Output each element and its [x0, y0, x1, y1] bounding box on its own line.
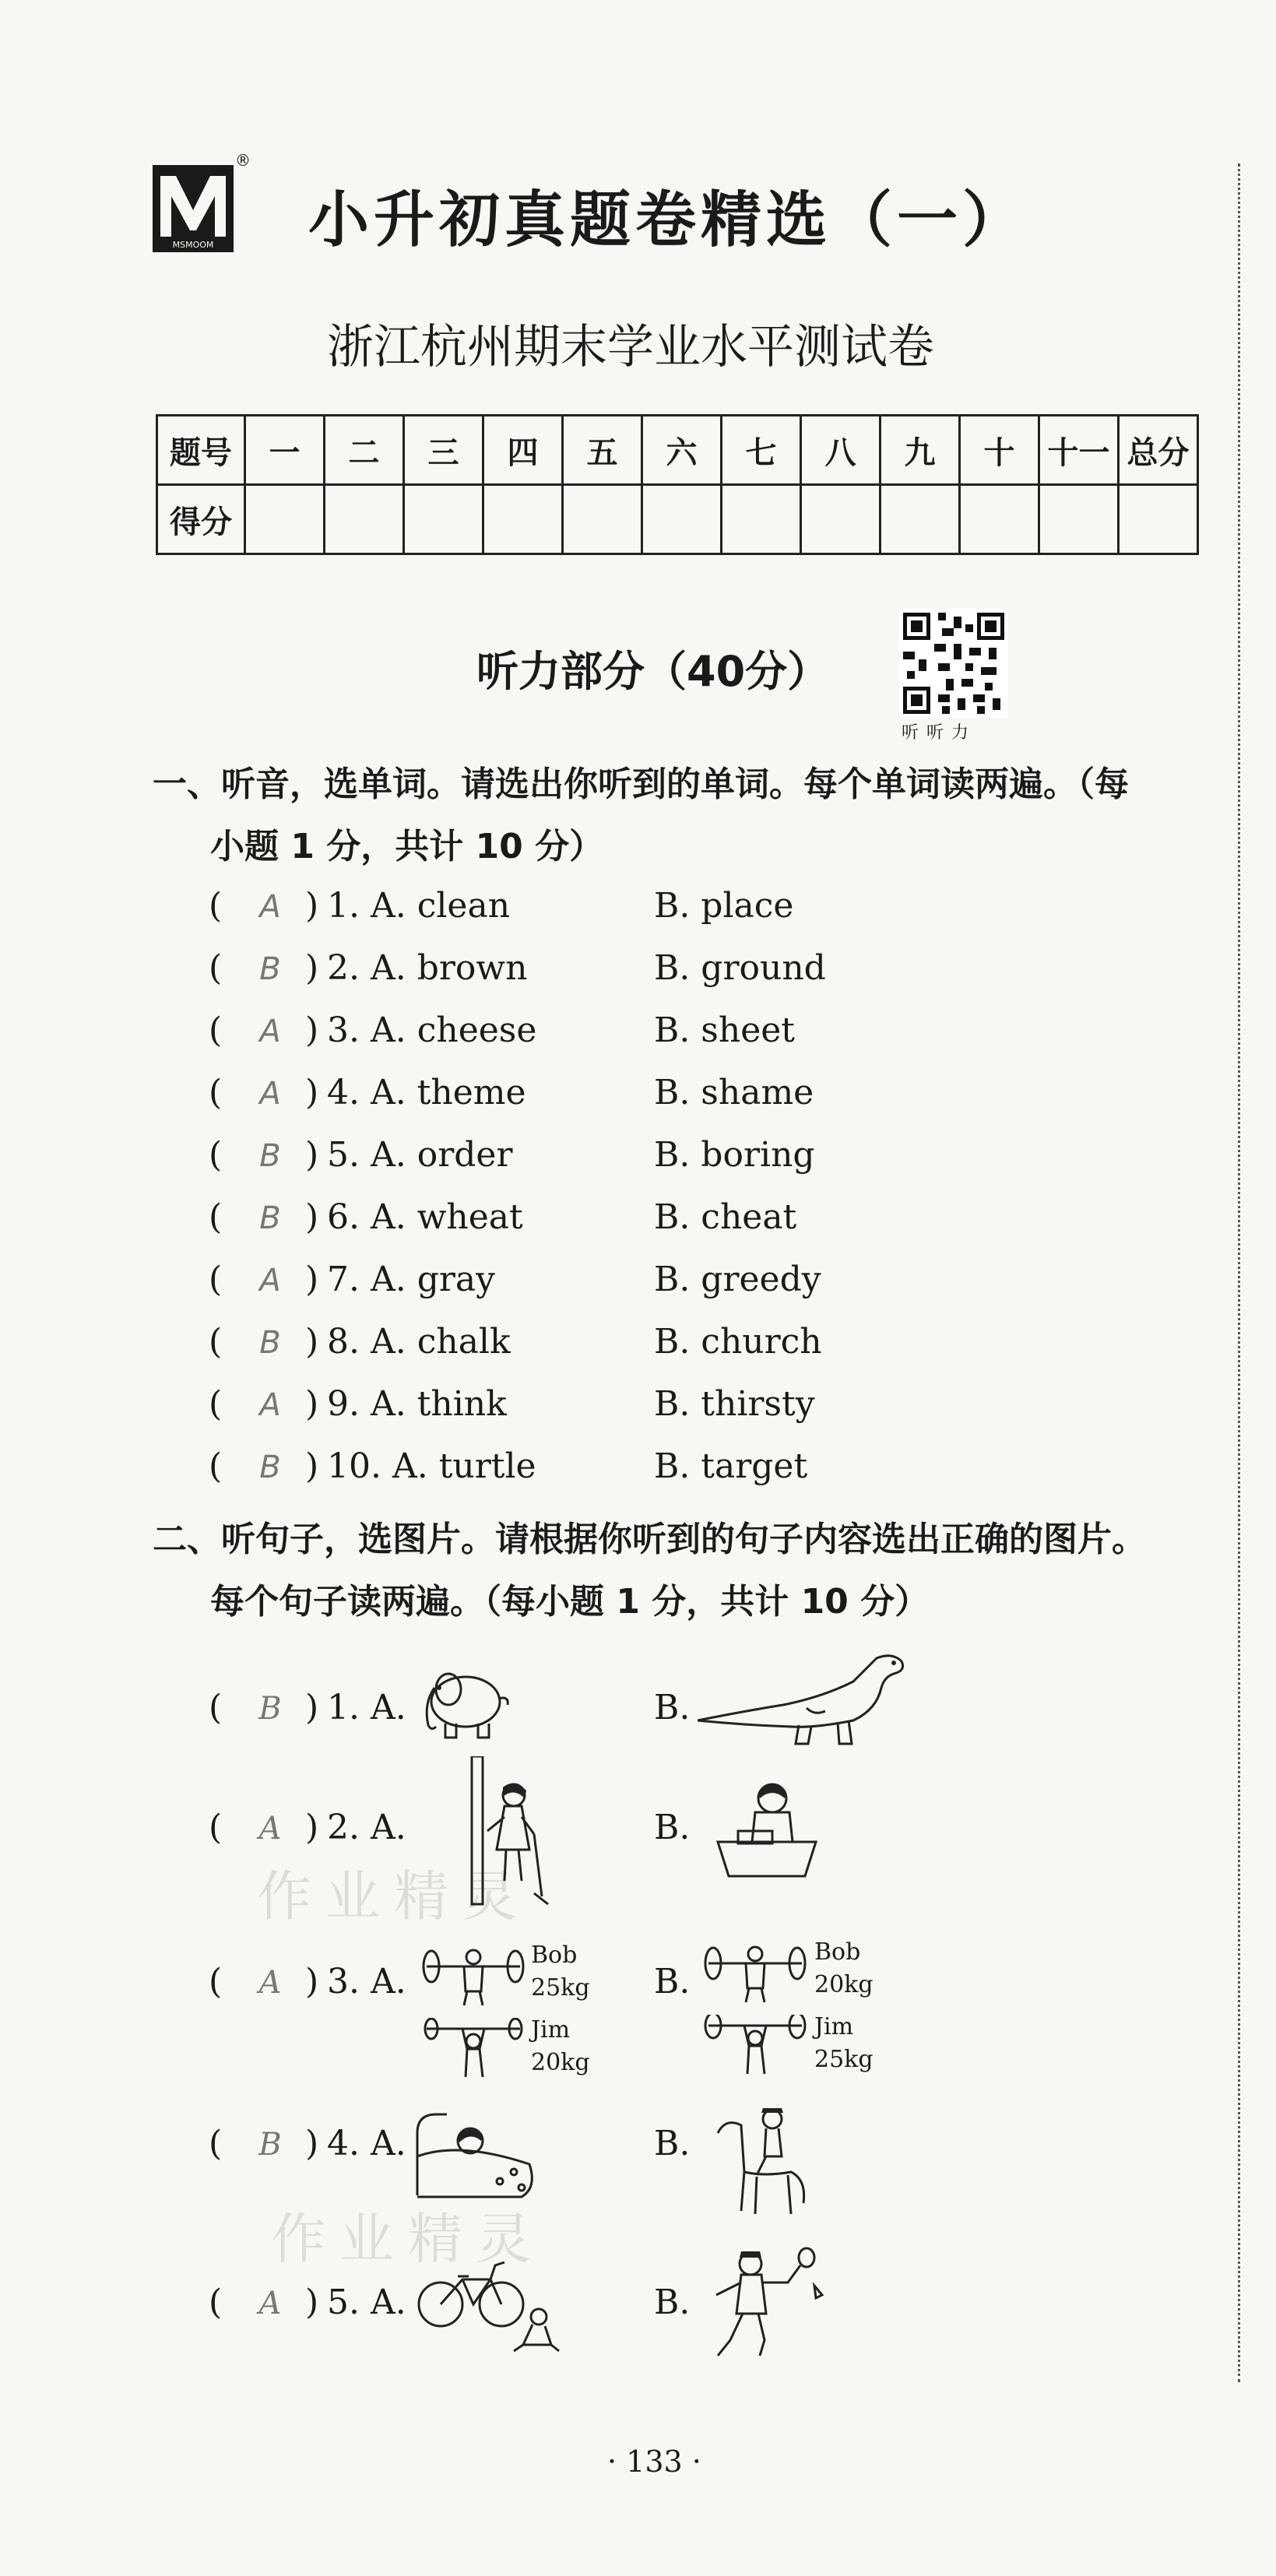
score-blank[interactable]	[1039, 485, 1119, 554]
score-cell: 十	[960, 416, 1039, 485]
option-a-label: 4. A.	[327, 2124, 406, 2163]
weightlifter-jim-a-picture[interactable]	[419, 2018, 528, 2080]
score-cell: 八	[801, 416, 881, 485]
answer-mark[interactable]: A	[259, 1387, 281, 1423]
bob-weight: 25kg	[531, 1974, 590, 2001]
score-blank[interactable]	[801, 485, 881, 554]
score-blank[interactable]	[642, 485, 722, 554]
score-cell: 总分	[1119, 416, 1198, 485]
option-b: B. church	[654, 1322, 822, 1362]
option-a: 10. A. turtle	[327, 1446, 536, 1486]
dinosaur-picture[interactable]	[698, 1650, 923, 1752]
option-b: B. place	[654, 886, 794, 926]
score-label: 得分	[157, 485, 245, 554]
option-b: B. shame	[654, 1073, 814, 1112]
option-a: 6. A. wheat	[327, 1197, 523, 1237]
section2-instruction-line2: 每个句子读两遍。（每小题 1 分，共计 10 分）	[210, 1582, 930, 1622]
option-b-label: B.	[654, 1808, 691, 1847]
option-a: 2. A. brown	[327, 948, 528, 988]
score-header-row	[157, 416, 1198, 485]
boy-at-desk-picture[interactable]	[708, 1775, 825, 1892]
option-a-label: 2. A.	[327, 1808, 406, 1847]
answer-mark[interactable]: A	[259, 1263, 281, 1299]
answer-mark[interactable]: B	[258, 2127, 282, 2163]
score-blank[interactable]	[245, 485, 325, 554]
answer-mark[interactable]: B	[259, 1200, 281, 1236]
score-blank[interactable]	[881, 485, 960, 554]
weightlifter-bob-b-picture[interactable]	[701, 1942, 810, 2004]
section1-instruction-line1: 一、听音，选单词。请选出你听到的单词。每个单词读两遍。（每	[153, 764, 1129, 804]
option-a: 8. A. chalk	[327, 1322, 511, 1362]
score-blank[interactable]	[404, 485, 483, 554]
answer-mark[interactable]: B	[259, 1325, 281, 1361]
option-b: B. thirsty	[654, 1384, 815, 1424]
option-a-label: 3. A.	[327, 1962, 406, 2001]
score-cell: 六	[642, 416, 722, 485]
option-a: 1. A. clean	[327, 886, 511, 926]
option-b: B. cheat	[654, 1197, 797, 1237]
qr-label: 听听力	[902, 723, 977, 743]
listening-title: 听力部分（40分）	[476, 647, 830, 696]
jim-label: Jim	[814, 2013, 854, 2040]
option-b: B. boring	[654, 1135, 815, 1175]
score-blank[interactable]	[325, 485, 404, 554]
score-cell: 十一	[1039, 416, 1119, 485]
bob-label: Bob	[531, 1942, 578, 1969]
score-cell: 题号	[157, 416, 245, 485]
option-a: 5. A. order	[327, 1135, 513, 1175]
sub-title: 浙江杭州期末学业水平测试卷	[327, 320, 934, 374]
qr-code-icon[interactable]	[899, 609, 1008, 718]
option-a-label: 5. A.	[327, 2283, 406, 2322]
answer-mark[interactable]: B	[259, 1138, 281, 1174]
jim-label: Jim	[531, 2016, 571, 2044]
score-cell: 九	[881, 416, 960, 485]
score-blank[interactable]	[563, 485, 642, 554]
logo-text: MSMOOM	[172, 240, 214, 250]
section2-instruction-line1: 二、听句子，选图片。请根据你听到的句子内容选出正确的图片。	[153, 1520, 1146, 1559]
option-b: B. sheet	[654, 1010, 795, 1050]
section1-instruction-line2: 小题 1 分，共计 10 分）	[210, 827, 604, 866]
answer-mark[interactable]: A	[258, 2286, 282, 2321]
option-a-label: 1. A.	[327, 1688, 406, 1727]
bob-weight: 20kg	[814, 1971, 874, 1998]
score-blank[interactable]	[722, 485, 801, 554]
score-cell: 七	[722, 416, 801, 485]
option-b-label: B.	[654, 2124, 691, 2163]
answer-mark[interactable]: B	[258, 1691, 282, 1727]
girl-sweeping-picture[interactable]	[467, 1756, 553, 1912]
watermark: 作业精灵	[271, 2207, 545, 2271]
child-sleeping-picture[interactable]	[413, 2110, 537, 2203]
boy-riding-horse-picture[interactable]	[710, 2102, 819, 2219]
publisher-logo	[153, 165, 234, 252]
badminton-player-picture[interactable]	[707, 2247, 831, 2363]
option-b-label: B.	[654, 2283, 691, 2322]
main-title: 小升初真题卷精选（一）	[308, 185, 1028, 255]
score-cell: 四	[483, 416, 563, 485]
bicycle-fall-picture[interactable]	[414, 2245, 562, 2354]
jim-weight: 20kg	[531, 2049, 590, 2076]
option-a: 4. A. theme	[327, 1073, 526, 1112]
answer-mark[interactable]: A	[258, 1965, 282, 2001]
score-cell: 三	[404, 416, 483, 485]
score-blank[interactable]	[483, 485, 563, 554]
answer-mark[interactable]: A	[259, 889, 281, 925]
bob-label: Bob	[814, 1938, 861, 1966]
answer-mark[interactable]: A	[259, 1014, 281, 1049]
option-b: B. greedy	[654, 1260, 821, 1299]
elephant-picture[interactable]	[417, 1657, 518, 1742]
answer-mark[interactable]: A	[259, 1076, 281, 1112]
option-b-label: B.	[654, 1962, 691, 2001]
registered-mark: ®	[235, 151, 251, 170]
answer-mark[interactable]: B	[259, 951, 281, 987]
watermark: 作业精灵	[257, 1864, 531, 1928]
option-a: 7. A. gray	[327, 1260, 496, 1299]
jim-weight: 25kg	[814, 2046, 874, 2073]
score-blank[interactable]	[960, 485, 1039, 554]
score-cell: 二	[325, 416, 404, 485]
option-a: 3. A. cheese	[327, 1010, 537, 1050]
score-blank[interactable]	[1119, 485, 1198, 554]
weightlifter-bob-a-picture[interactable]	[419, 1945, 528, 2007]
score-cell: 一	[245, 416, 325, 485]
page-number: · 133 ·	[607, 2444, 701, 2479]
score-value-row	[157, 485, 1198, 554]
option-b-label: B.	[654, 1688, 691, 1727]
option-a: 9. A. think	[327, 1384, 507, 1424]
option-b: B. ground	[654, 948, 826, 988]
answer-mark[interactable]: A	[258, 1811, 282, 1847]
score-table	[156, 414, 1199, 555]
weightlifter-jim-b-picture[interactable]	[701, 2015, 810, 2077]
score-cell: 五	[563, 416, 642, 485]
answer-mark[interactable]: B	[259, 1450, 281, 1485]
option-b: B. target	[654, 1446, 808, 1486]
margin-dotted-line	[1238, 163, 1240, 2382]
